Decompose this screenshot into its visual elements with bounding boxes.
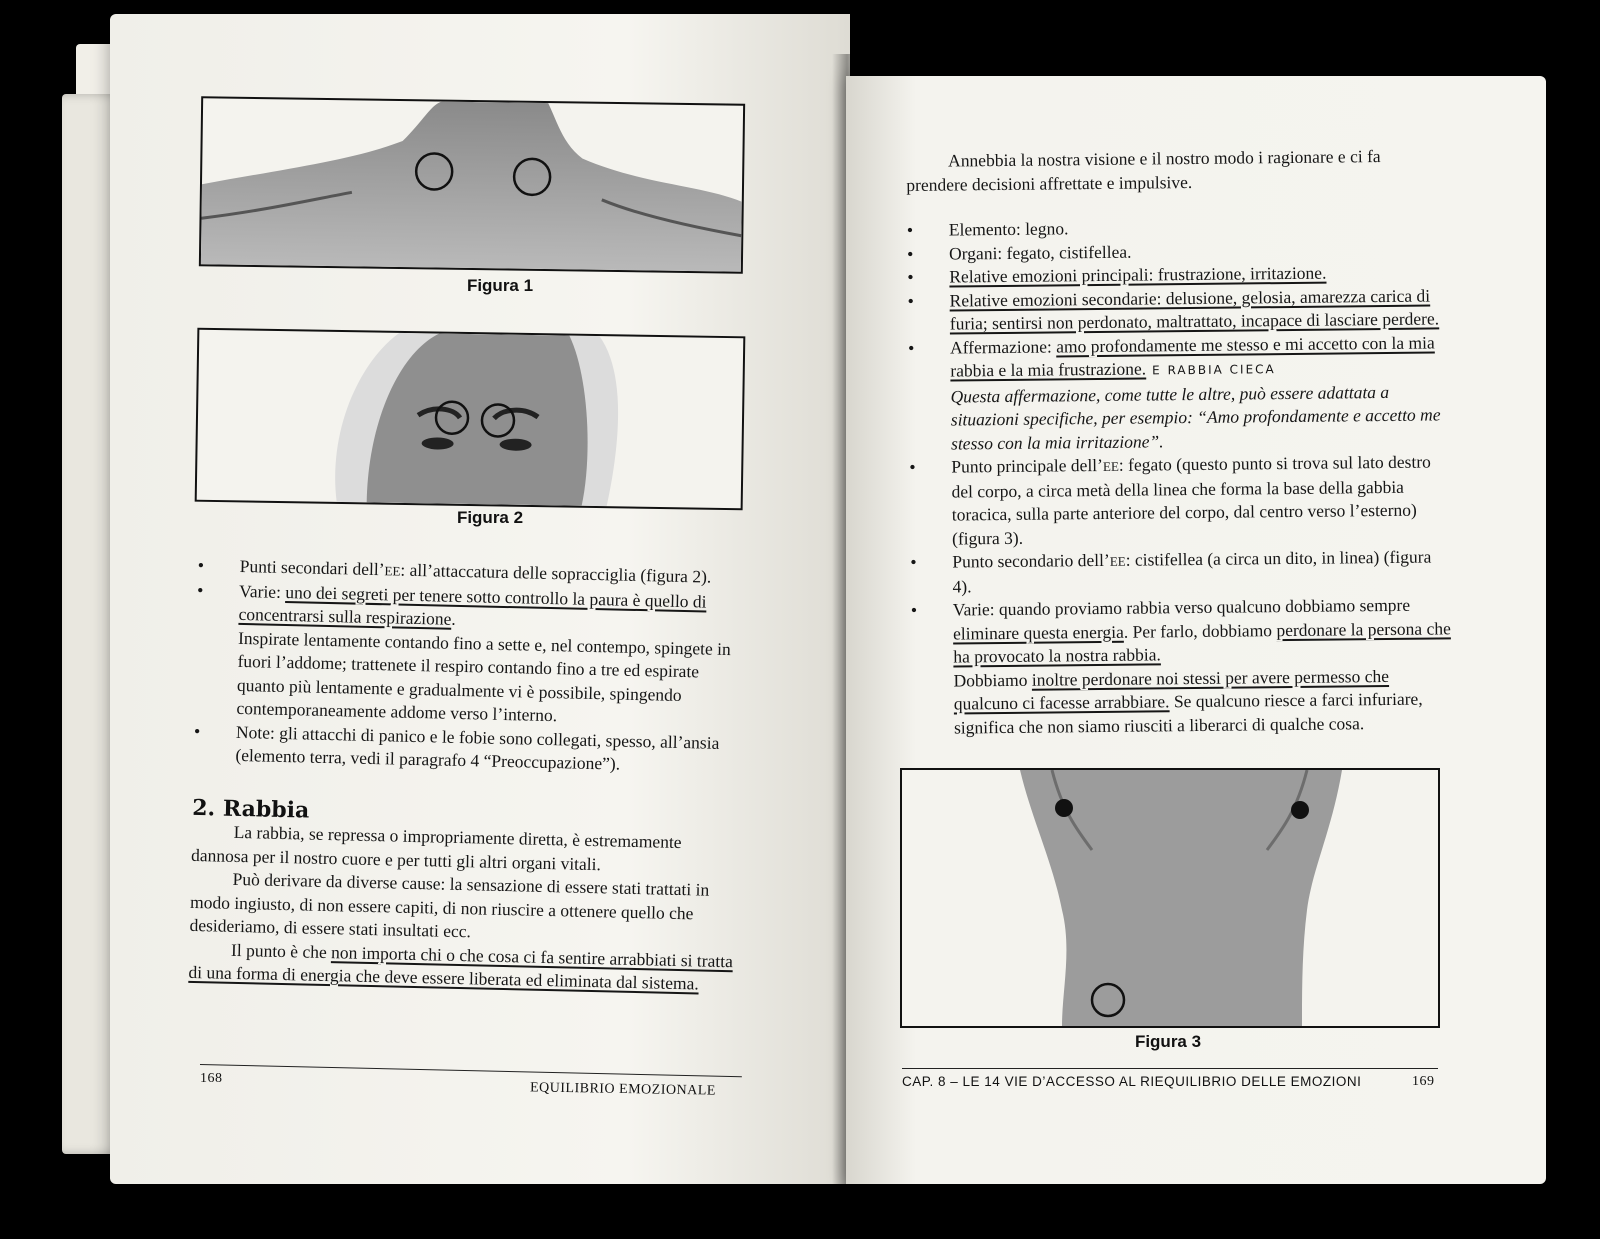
- figure-3-caption: Figura 3: [1134, 1032, 1202, 1051]
- figure-2-caption: Figura 2: [456, 508, 524, 527]
- list-item: • Punto principale dell’EE: fegato (questo punto si trova sul lato destro del corpo, a circa metà della linea che forma la base della gabbia toracica, sulla parte anteriore del corpo, dal centro verso l’esterno) (figura 3).: [909, 450, 1450, 551]
- figure-1-image: [199, 96, 745, 274]
- list-item: • Relative emozioni secondarie: delusione, gelosia, amarezza carica di furia; sentirsi non perdonato, maltrattato, incapace di lasciare perdere.: [907, 284, 1447, 337]
- left-bullet-list: [193, 554, 748, 779]
- list-item: • Punti secondari dell’EE: all’attaccatura delle sopracciglia (figura 2).: [197, 554, 747, 591]
- footer-rule: [902, 1068, 1438, 1069]
- shoulders-illustration: [201, 98, 743, 272]
- left-page: [110, 14, 850, 1184]
- figure-2-image: [195, 328, 746, 511]
- list-item: • Elemento: legno.: [907, 213, 1447, 242]
- running-head-right: CAP. 8 – LE 14 VIE D’ACCESSO AL RIEQUILIBRIO DELLE EMOZIONI: [902, 1074, 1362, 1089]
- list-item: • Punto secondario dell’EE: cistifellea (a circa un dito, in linea) (figura 4).: [910, 545, 1450, 599]
- face-illustration: [197, 330, 744, 509]
- list-item: • Organi: fegato, cistifellea.: [907, 237, 1447, 266]
- left-body-text: [188, 554, 748, 997]
- point-dot: [1291, 801, 1309, 819]
- section-title: 2. Rabbia: [191, 794, 310, 824]
- handwritten-note: E RABBIA CIECA: [1152, 362, 1276, 378]
- paragraph: Il punto è che non importa chi o che cosa ci fa sentire arrabbiati si tratta di una forma di energia che deve essere liberata ed eliminata dal sistema.: [188, 939, 734, 994]
- list-item: • Varie: uno dei segreti per tenere sotto controllo la paura è quello di concentrarsi sulla respirazione. Inspirate lentamente contando fino a sette e, nel contempo, spingete in fuori l’addome; trattenete il respiro contando fino a tre ed espirate quanto più lentamente e gradualmente vi è possibile, spingendo contemporaneamente addome verso l’interno.: [194, 578, 747, 731]
- paragraph: La rabbia, se repressa o impropriamente diretta, è estremamente dannosa per il nostro cuore e per tutti gli altri organi vitali.: [190, 821, 682, 874]
- page-number-left: 168: [200, 1071, 223, 1086]
- figure-1-caption: Figura 1: [466, 276, 534, 295]
- list-item: • Varie: quando proviamo rabbia verso qualcuno dobbiamo sempre eliminare questa energia. Per farlo, dobbiamo perdonare la persona che ha provocato la nostra rabbia. Dobbiamo inoltre perdonare noi stessi per avere permesso che qualcuno ci facesse arrabbiare. Se qualcuno riesce a farci infuriare, significa che non siamo riusciti a liberarci di qualche cosa.: [911, 593, 1452, 740]
- running-head-left: EQUILIBRIO EMOZIONALE: [529, 1080, 716, 1099]
- right-bullet-list: [907, 213, 1452, 740]
- right-body-text: [906, 144, 1452, 740]
- page-number-right: 169: [1412, 1074, 1435, 1089]
- torso-illustration: [902, 770, 1438, 1026]
- right-page: [846, 76, 1546, 1184]
- point-dot: [1055, 799, 1073, 817]
- open-book: [62, 14, 1502, 1184]
- figure-3-image: [900, 768, 1440, 1028]
- list-item: • Relative emozioni principali: frustrazione, irritazione.: [907, 260, 1447, 289]
- paragraph: Può derivare da diverse cause: la sensazione di essere stati trattati in modo ingiusto, di non essere capiti, di non riuscire a ottenere quello che desideriamo, di essere stati insultati ecc.: [189, 868, 710, 942]
- footer-rule: [200, 1064, 742, 1077]
- list-item: • Affermazione: amo profondamente me stesso e mi accetto con la mia rabbia e la mia frustrazione. E RABBIA CIECA Questa affermazione, come tutte le altre, può essere adattata a situazioni specifiche, per esempio: “Amo profondamente e accetto me stesso con la mia irritazione”.: [908, 331, 1449, 456]
- intro-paragraph: Annebbia la nostra visione e il nostro modo i ragionare e ci fa prendere decisioni affrettate e impulsive.: [906, 146, 1381, 195]
- list-item: • Note: gli attacchi di panico e le fobie sono collegati, spesso, all’ansia (elemento terra, vedi il paragrafo 4 “Preoccupazione”).: [193, 719, 744, 778]
